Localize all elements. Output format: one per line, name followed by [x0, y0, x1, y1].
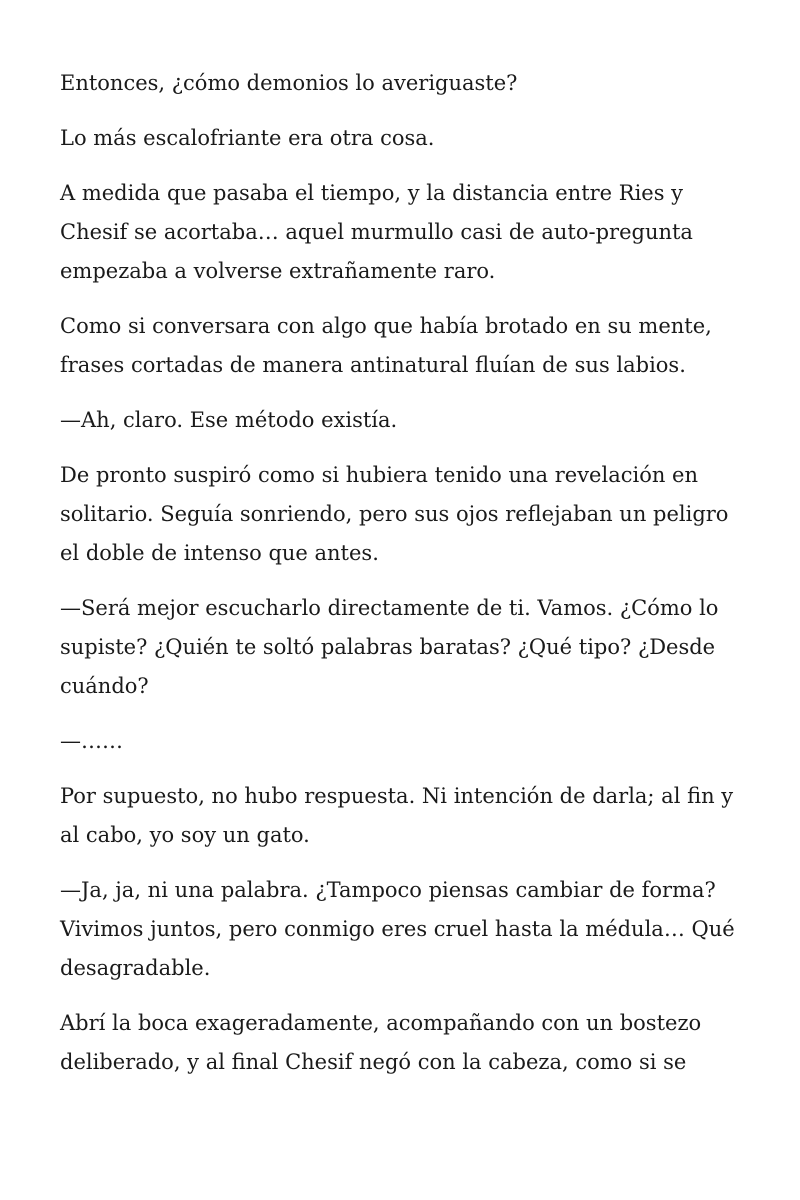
paragraph: De pronto suspiró como si hubiera tenido una revelación en solitario. Seguía sonriendo, pero sus ojos reflejaban un peligro el doble de intenso que antes.: [60, 463, 729, 565]
paragraph: —Ja, ja, ni una palabra. ¿Tampoco piensas cambiar de forma? Vivimos juntos, pero conmigo eres cruel hasta la médula… Qué desagradable.: [60, 878, 735, 980]
paragraph: Entonces, ¿cómo demonios lo averiguaste?: [60, 71, 518, 95]
paragraph: Abrí la boca exageradamente, acompañando con un bostezo deliberado, y al final Chesif negó con la cabeza, como si se: [60, 1011, 702, 1074]
paragraph: Lo más escalofriante era otra cosa.: [60, 126, 435, 150]
paragraph: —Será mejor escucharlo directamente de ti. Vamos. ¿Cómo lo supiste? ¿Quién te soltó palabras baratas? ¿Qué tipo? ¿Desde cuándo?: [60, 596, 719, 698]
document-body: [60, 64, 750, 1098]
paragraph: Como si conversara con algo que había brotado en su mente, frases cortadas de manera antinatural fluían de sus labios.: [60, 314, 712, 377]
paragraph: —Ah, claro. Ese método existía.: [60, 408, 398, 432]
paragraph: Por supuesto, no hubo respuesta. Ni intención de darla; al fin y al cabo, yo soy un gato.: [60, 784, 734, 847]
paragraph: A medida que pasaba el tiempo, y la distancia entre Ries y Chesif se acortaba… aquel murmullo casi de auto-pregunta empezaba a volverse extrañamente raro.: [60, 181, 693, 283]
paragraph: —……: [60, 729, 123, 753]
